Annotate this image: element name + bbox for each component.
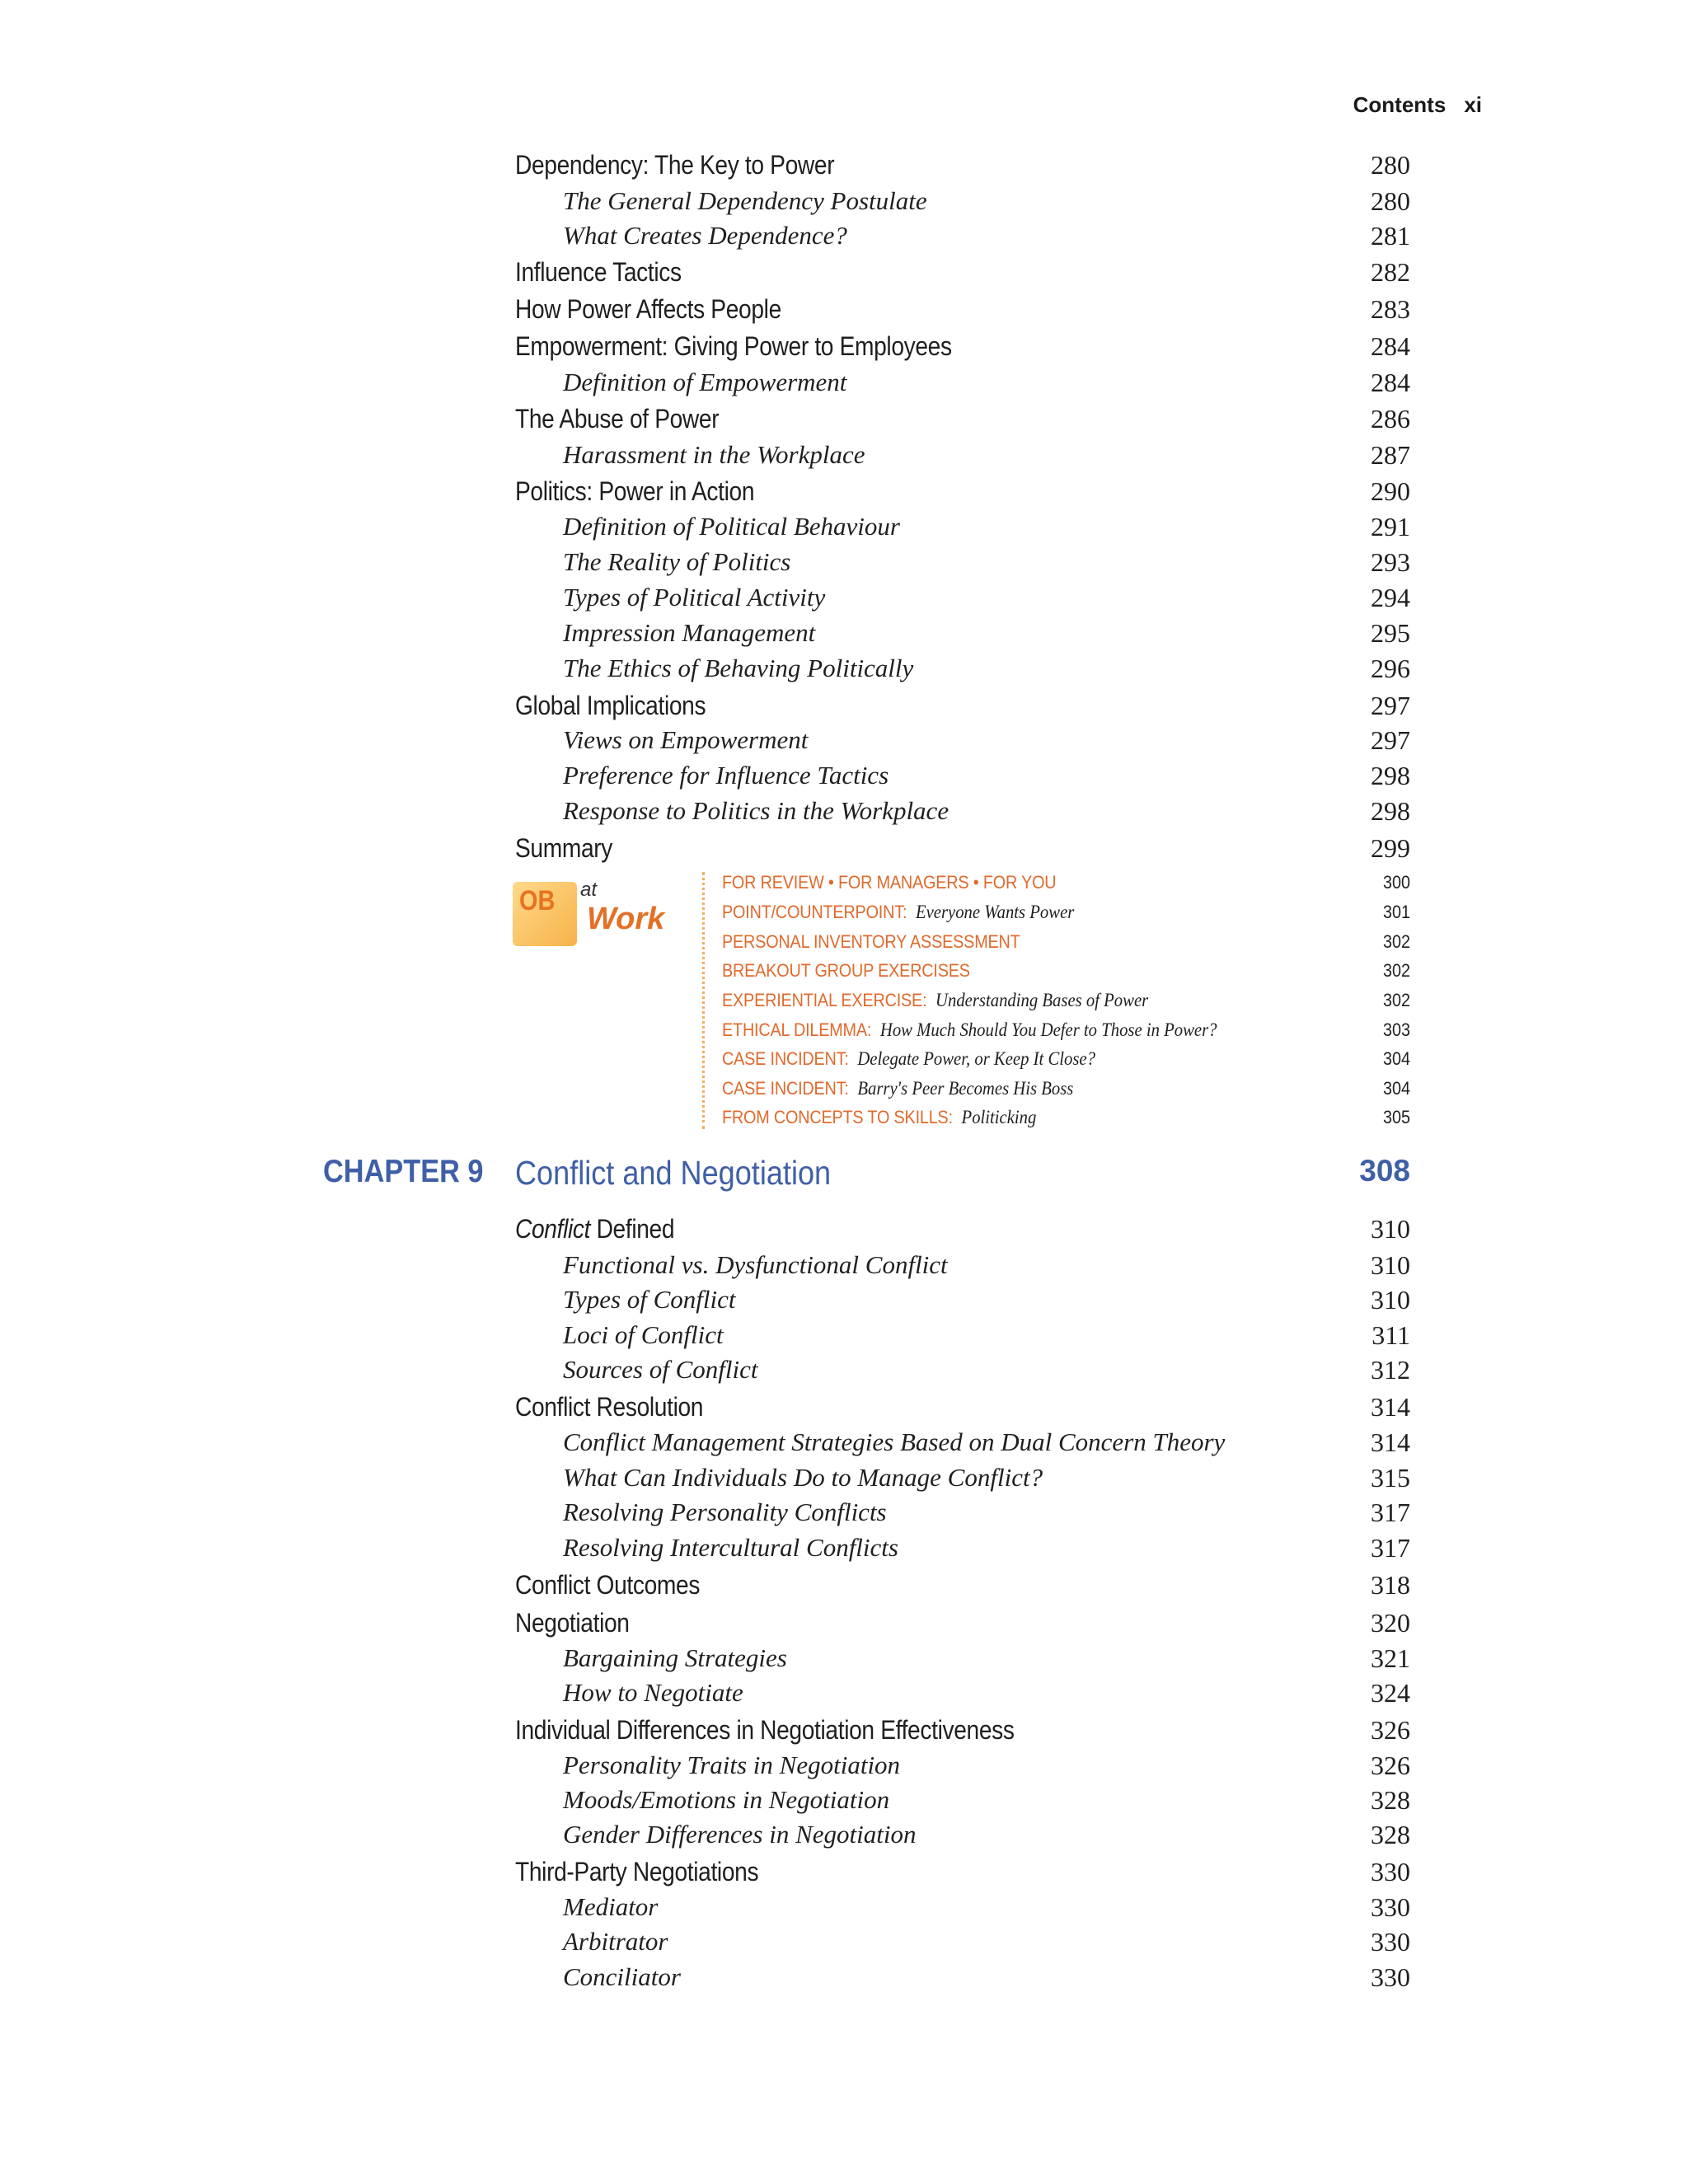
toc-entry-title bbox=[515, 1214, 674, 1244]
feature-page: 305 bbox=[1382, 1107, 1410, 1127]
ob-logo-letters: OB bbox=[519, 885, 556, 916]
ob-logo-at: at bbox=[580, 879, 598, 901]
toc-entry-title: Individual Differences in Negotiation Effectiveness bbox=[515, 1715, 1015, 1745]
feature-item bbox=[0, 1078, 1688, 1104]
toc-entry-title: Loci of Conflict bbox=[563, 1320, 724, 1349]
toc-entry bbox=[0, 1427, 1688, 1464]
toc-entry-title: What Creates Dependence? bbox=[563, 221, 847, 250]
toc-entry-page: 293 bbox=[1371, 547, 1410, 577]
toc-entry-title: The Reality of Politics bbox=[563, 547, 791, 576]
toc-entry-title: Conflict Resolution bbox=[515, 1392, 704, 1422]
toc-entry bbox=[0, 1320, 1688, 1357]
toc-entry-title: Influence Tactics bbox=[515, 257, 682, 287]
toc-entry-title: Mediator bbox=[563, 1892, 659, 1921]
toc-entry-page: 294 bbox=[1371, 583, 1410, 612]
toc-entry bbox=[0, 150, 1688, 186]
toc-entry-title: The Ethics of Behaving Politically bbox=[563, 654, 914, 682]
toc-entry-page: 299 bbox=[1371, 833, 1410, 863]
feature-page: 302 bbox=[1382, 960, 1410, 981]
toc-entry-title: How to Negotiate bbox=[563, 1678, 743, 1707]
toc-entry bbox=[0, 1463, 1688, 1499]
toc-entry bbox=[0, 1962, 1688, 1999]
toc-entry-title: Resolving Personality Conflicts bbox=[563, 1497, 887, 1526]
toc-entry bbox=[0, 618, 1688, 654]
toc-entry-title: Harassment in the Workplace bbox=[563, 440, 865, 469]
toc-entry-page: 298 bbox=[1371, 796, 1410, 826]
chapter-heading bbox=[0, 1154, 1688, 1203]
toc-entry bbox=[0, 186, 1688, 223]
toc-entry-title: Global Implications bbox=[515, 691, 706, 720]
feature-page: 304 bbox=[1382, 1078, 1410, 1099]
toc-entry-title: The General Dependency Postulate bbox=[563, 186, 927, 215]
toc-entry-title: Summary bbox=[515, 833, 613, 863]
running-head bbox=[1269, 92, 1482, 118]
toc-entry bbox=[0, 404, 1688, 440]
toc-entry bbox=[0, 1250, 1688, 1286]
toc-entry-title: Bargaining Strategies bbox=[563, 1643, 787, 1672]
toc-entry bbox=[0, 368, 1688, 404]
toc-entry-page: 315 bbox=[1371, 1463, 1410, 1493]
toc-entry-page: 314 bbox=[1371, 1392, 1410, 1422]
toc-entry bbox=[0, 1820, 1688, 1856]
toc-entry bbox=[0, 761, 1688, 797]
toc-entry-rest: Defined bbox=[596, 1214, 675, 1244]
toc-entry bbox=[0, 331, 1688, 368]
running-head-label: Contents bbox=[1353, 92, 1447, 117]
feature-label: PERSONAL INVENTORY ASSESSMENT bbox=[722, 931, 1020, 952]
toc-entry-title: Resolving Intercultural Conflicts bbox=[563, 1533, 898, 1562]
toc-entry bbox=[0, 1285, 1688, 1321]
toc-entry-title: Impression Management bbox=[563, 618, 816, 647]
chapter-page: 308 bbox=[1359, 1154, 1410, 1188]
toc-entry-page: 330 bbox=[1371, 1892, 1410, 1922]
toc-entry-title: Third-Party Negotiations bbox=[515, 1857, 759, 1886]
toc-entry-title: Politics: Power in Action bbox=[515, 476, 755, 506]
feature-label: CASE INCIDENT: bbox=[722, 1048, 849, 1069]
feature-text: Politicking bbox=[961, 1107, 1037, 1127]
feature-item bbox=[0, 960, 1688, 987]
toc-entry-title: Conciliator bbox=[563, 1962, 681, 1991]
toc-entry-page: 284 bbox=[1371, 368, 1410, 397]
toc-entry bbox=[0, 796, 1688, 832]
feature-page: 304 bbox=[1382, 1048, 1410, 1069]
feature-item bbox=[0, 1019, 1688, 1046]
toc-entry-page: 317 bbox=[1371, 1497, 1410, 1527]
toc-entry bbox=[0, 1392, 1688, 1428]
toc-entry-page: 283 bbox=[1371, 294, 1410, 324]
toc-entry-page: 282 bbox=[1371, 257, 1410, 287]
toc-entry-title: Negotiation bbox=[515, 1608, 630, 1638]
feature-page: 301 bbox=[1382, 902, 1410, 922]
toc-entry-page: 326 bbox=[1371, 1715, 1410, 1745]
toc-entry-page: 286 bbox=[1371, 404, 1410, 434]
toc-entry-title: Types of Political Activity bbox=[563, 583, 826, 612]
toc-entry-title: Response to Politics in the Workplace bbox=[563, 796, 950, 825]
feature-text: How Much Should You Defer to Those in Power? bbox=[879, 1019, 1217, 1040]
feature-label: FOR REVIEW • FOR MANAGERS • FOR YOU bbox=[722, 872, 1057, 893]
toc-entry-page: 330 bbox=[1371, 1857, 1410, 1886]
toc-entry-italic-word: Conflict bbox=[515, 1214, 591, 1244]
toc-entry-page: 330 bbox=[1371, 1962, 1410, 1992]
feature-page: 302 bbox=[1382, 990, 1410, 1010]
toc-entry-page: 298 bbox=[1371, 761, 1410, 790]
toc-entry-title: Definition of Empowerment bbox=[563, 368, 847, 396]
toc-entry-page: 295 bbox=[1371, 618, 1410, 648]
toc-entry bbox=[0, 1750, 1688, 1787]
toc-entry-page: 317 bbox=[1371, 1533, 1410, 1563]
toc-entry bbox=[0, 1355, 1688, 1391]
toc-entry-page: 312 bbox=[1371, 1355, 1410, 1385]
feature-item bbox=[0, 902, 1688, 928]
feature-text: Delegate Power, or Keep It Close? bbox=[857, 1048, 1095, 1069]
toc-entry-page: 280 bbox=[1371, 186, 1410, 216]
toc-entry-title: Dependency: The Key to Power bbox=[515, 150, 835, 180]
toc-entry bbox=[0, 725, 1688, 762]
toc-entry-page: 318 bbox=[1371, 1570, 1410, 1600]
toc-entry-page: 330 bbox=[1371, 1927, 1410, 1957]
toc-entry-title: Types of Conflict bbox=[563, 1285, 736, 1314]
feature-text: Understanding Bases of Power bbox=[935, 990, 1149, 1010]
toc-entry bbox=[0, 833, 1688, 869]
toc-entry-title: Conflict Management Strategies Based on Dual Concern Theory bbox=[563, 1427, 1226, 1456]
toc-entry-page: 296 bbox=[1371, 654, 1410, 683]
feature-page: 303 bbox=[1382, 1019, 1410, 1040]
toc-entry bbox=[0, 1715, 1688, 1751]
feature-label: CASE INCIDENT: bbox=[722, 1078, 849, 1099]
toc-entry bbox=[0, 1570, 1688, 1606]
toc-entry bbox=[0, 1643, 1688, 1680]
toc-entry bbox=[0, 221, 1688, 257]
toc-entry bbox=[0, 1927, 1688, 1963]
chapter-number: CHAPTER 9 bbox=[323, 1154, 484, 1189]
toc-entry-title: Functional vs. Dysfunctional Conflict bbox=[563, 1250, 948, 1279]
toc-entry-page: 328 bbox=[1371, 1785, 1410, 1815]
toc-entry-title: Moods/Emotions in Negotiation bbox=[563, 1785, 890, 1814]
toc-entry-page: 326 bbox=[1371, 1750, 1410, 1780]
toc-entry bbox=[0, 1214, 1688, 1250]
toc-entry-page: 297 bbox=[1371, 691, 1410, 720]
feature-text: Barry's Peer Becomes His Boss bbox=[857, 1078, 1074, 1099]
feature-item bbox=[0, 1048, 1688, 1075]
toc-entry bbox=[0, 512, 1688, 548]
toc-entry-page: 281 bbox=[1371, 221, 1410, 251]
page-folio: xi bbox=[1464, 92, 1482, 117]
toc-entry-page: 297 bbox=[1371, 725, 1410, 755]
toc-entry-title: Conflict Outcomes bbox=[515, 1570, 701, 1600]
feature-page: 300 bbox=[1382, 872, 1410, 893]
toc-entry-title: Sources of Conflict bbox=[563, 1355, 758, 1384]
feature-item bbox=[0, 990, 1688, 1016]
feature-item bbox=[0, 931, 1688, 958]
feature-label: BREAKOUT GROUP EXERCISES bbox=[722, 960, 970, 981]
chapter-title: Conflict and Negotiation bbox=[515, 1154, 832, 1192]
toc-entry bbox=[0, 1608, 1688, 1644]
toc-entry-page: 291 bbox=[1371, 512, 1410, 541]
toc-entry bbox=[0, 1892, 1688, 1929]
toc-entry bbox=[0, 691, 1688, 727]
toc-entry-title: Preference for Influence Tactics bbox=[563, 761, 889, 790]
toc-entry-page: 321 bbox=[1371, 1643, 1410, 1673]
toc-entry-title: Empowerment: Giving Power to Employees bbox=[515, 331, 952, 361]
feature-label: FROM CONCEPTS TO SKILLS: bbox=[722, 1107, 953, 1127]
toc-entry-page: 280 bbox=[1371, 150, 1410, 180]
toc-entry-page: 287 bbox=[1371, 440, 1410, 470]
toc-entry bbox=[0, 1678, 1688, 1714]
toc-entry bbox=[0, 1857, 1688, 1893]
toc-entry-title: Definition of Political Behaviour bbox=[563, 512, 900, 541]
toc-entry-page: 290 bbox=[1371, 476, 1410, 506]
feature-label: POINT/COUNTERPOINT: bbox=[722, 902, 907, 922]
feature-page: 302 bbox=[1382, 931, 1410, 952]
toc-entry bbox=[0, 257, 1688, 293]
toc-entry-page: 311 bbox=[1372, 1320, 1410, 1350]
feature-text: Everyone Wants Power bbox=[915, 902, 1075, 922]
toc-entry-page: 314 bbox=[1371, 1427, 1410, 1457]
toc-entry-page: 328 bbox=[1371, 1820, 1410, 1849]
toc-entry bbox=[0, 1785, 1688, 1821]
toc-entry bbox=[0, 1497, 1688, 1534]
toc-entry-page: 310 bbox=[1371, 1285, 1410, 1315]
toc-entry-page: 320 bbox=[1371, 1608, 1410, 1638]
toc-entry bbox=[0, 547, 1688, 583]
ob-logo-work: Work bbox=[587, 902, 665, 936]
toc-entry-title: Arbitrator bbox=[563, 1927, 668, 1956]
feature-label: EXPERIENTIAL EXERCISE: bbox=[722, 990, 927, 1010]
feature-label: ETHICAL DILEMMA: bbox=[722, 1019, 872, 1040]
toc-entry-page: 324 bbox=[1371, 1678, 1410, 1708]
toc-entry bbox=[0, 1533, 1688, 1569]
toc-entry-page: 310 bbox=[1371, 1250, 1410, 1280]
toc-entry bbox=[0, 476, 1688, 513]
toc-entry-title: What Can Individuals Do to Manage Conflict? bbox=[563, 1463, 1043, 1492]
toc-entry-title: The Abuse of Power bbox=[515, 404, 720, 434]
toc-entry-title: Personality Traits in Negotiation bbox=[563, 1750, 901, 1779]
toc-entry-page: 284 bbox=[1371, 331, 1410, 361]
toc-entry bbox=[0, 440, 1688, 476]
toc-entry-page: 310 bbox=[1371, 1214, 1410, 1244]
toc-entry bbox=[0, 294, 1688, 330]
toc-entry-title: Gender Differences in Negotiation bbox=[563, 1820, 917, 1849]
feature-item bbox=[0, 872, 1688, 898]
feature-item bbox=[0, 1107, 1688, 1133]
toc-entry-title: Views on Empowerment bbox=[563, 725, 809, 754]
toc-entry bbox=[0, 583, 1688, 619]
toc-entry-title: How Power Affects People bbox=[515, 294, 781, 324]
toc-entry bbox=[0, 654, 1688, 690]
